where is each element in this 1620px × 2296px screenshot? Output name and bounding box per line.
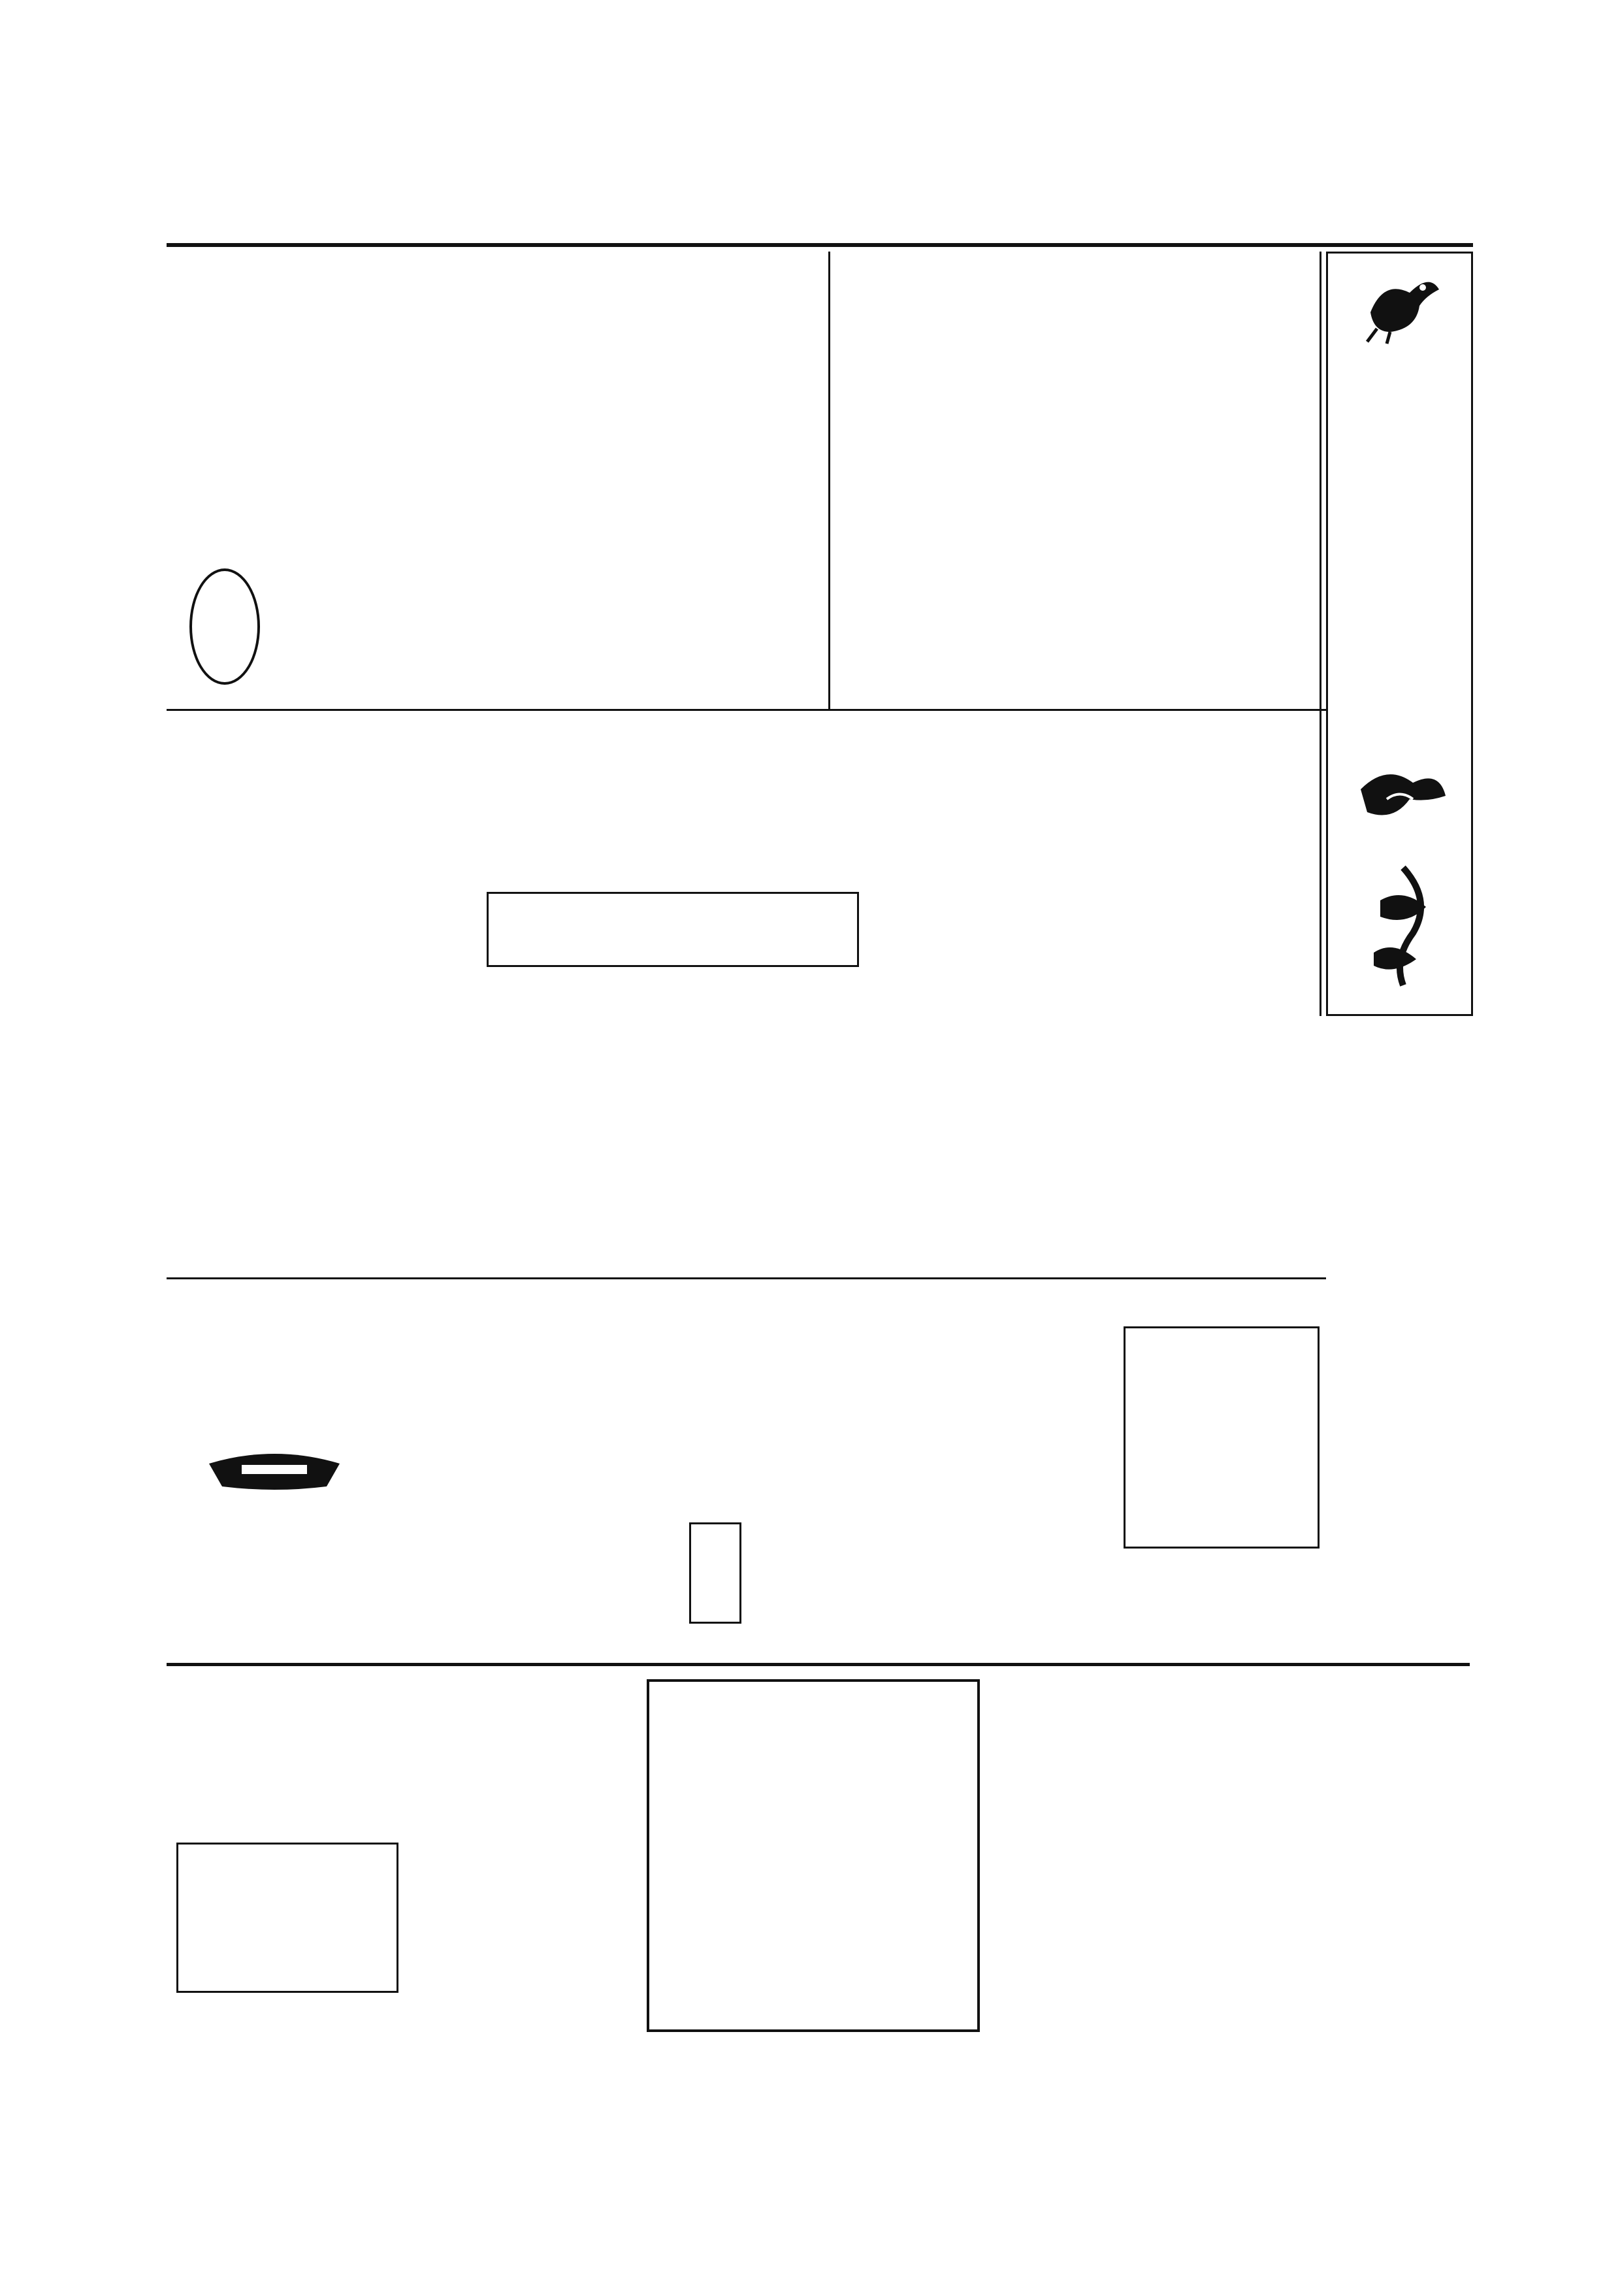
masthead	[173, 199, 1473, 245]
spy-body-2	[287, 715, 412, 1277]
notice-lost-body	[1300, 1892, 1346, 2140]
notice-voided-body	[1411, 1892, 1463, 2140]
entertainment-box	[176, 1843, 398, 1993]
venue-details	[189, 2039, 385, 2097]
boat-icon	[202, 1437, 346, 1499]
lower-middle-body-2	[353, 1284, 686, 1656]
shaping-box	[1124, 1326, 1320, 1549]
lead-article-body-upper	[830, 252, 901, 709]
flower-icon	[1348, 750, 1452, 844]
pesticide-body	[398, 1682, 451, 1957]
top-section-rule	[167, 709, 1326, 711]
industry-news-box	[689, 1522, 741, 1624]
pharmacy-description	[663, 1836, 964, 1954]
left-side-body	[176, 715, 274, 1277]
lower-middle-body-1	[745, 1284, 1124, 1656]
lower-left-body	[176, 1284, 346, 1421]
section-title-box	[1326, 252, 1473, 1016]
lead-divider	[1320, 252, 1321, 1016]
ads-rule	[167, 1663, 1470, 1666]
middle-body	[862, 715, 1320, 1264]
bird-icon	[1357, 267, 1449, 348]
notice-car-body	[1352, 1892, 1404, 2140]
mid-rule	[167, 1277, 1326, 1279]
politics-divider	[828, 252, 830, 709]
masthead-rule	[167, 243, 1473, 247]
left-ads-body	[176, 1682, 392, 1839]
travel-body	[487, 974, 859, 1274]
spy-body-3	[483, 715, 790, 892]
travel-headline-box	[487, 892, 859, 967]
column-seal	[189, 568, 260, 685]
fish-icon	[1354, 861, 1452, 994]
bottom-left-ads	[398, 1960, 640, 2130]
lower-middle-body-3	[1130, 1555, 1320, 1656]
